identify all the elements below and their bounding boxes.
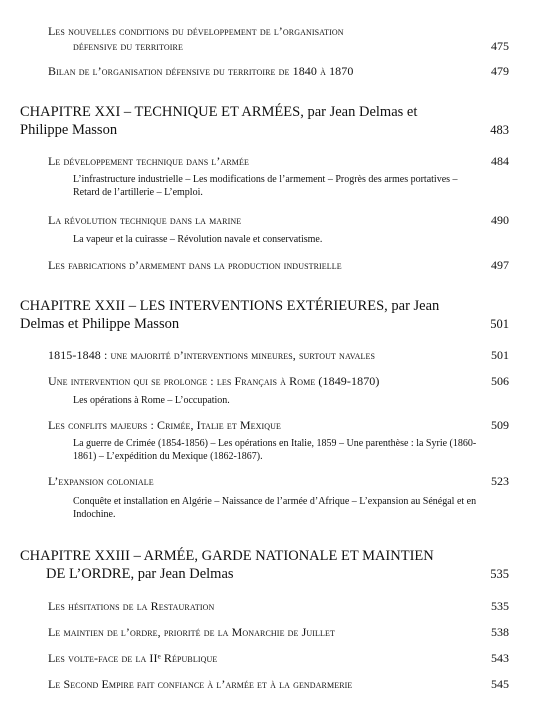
toc-entry-title: Les fabrications d’armement dans la production industrielle (48, 258, 342, 272)
toc-page-number: 484 (491, 154, 509, 168)
toc-entry-title-cont: défensive du territoire (73, 39, 183, 53)
toc-entry-title: Le développement technique dans l’armée (48, 154, 249, 168)
toc-page-number: 545 (491, 677, 509, 691)
chapter-title-cont: Delmas et Philippe Masson (20, 316, 180, 332)
toc-page-number: 523 (491, 474, 509, 488)
toc-entry-title: Bilan de l’organisation défensive du territoire de 1840 à 1870 (48, 64, 354, 78)
toc-entry-title: 1815-1848 : une majorité d’interventions mineures, surtout navales (48, 348, 376, 362)
toc-entry-title: L’expansion coloniale (48, 474, 154, 488)
toc-entry-title: Le maintien de l’ordre, priorité de la Monarchie de Juillet (48, 625, 335, 639)
chapter-title: CHAPITRE XXI – TECHNIQUE ET ARMÉES, par Jean Delmas et (20, 104, 418, 120)
toc-entry-detail: Conquête et installation en Algérie – Naissance de l’armée d’Afrique – L’expansion au Sénégal et en Indochine. (73, 496, 477, 520)
toc-entry-title: Une intervention qui se prolonge : les Français à Rome (1849-1870) (48, 374, 380, 388)
toc-entry-title: Les hésitations de la Restauration (48, 599, 215, 613)
toc-entry-detail: Les opérations à Rome – L’occupation. (73, 395, 230, 406)
toc-page-number: 538 (491, 625, 509, 639)
toc-page-number: 497 (491, 258, 509, 272)
toc-page-number: 535 (490, 567, 509, 581)
toc-page-number: 479 (491, 64, 509, 78)
toc-page-number: 506 (491, 374, 509, 388)
toc-entry-detail: La vapeur et la cuirasse – Révolution navale et conservatisme. (73, 234, 323, 245)
chapter-title: CHAPITRE XXII – LES INTERVENTIONS EXTÉRIEURES, par Jean (20, 298, 440, 314)
toc-entry-title: La révolution technique dans la marine (48, 213, 242, 227)
toc-page-number: 509 (491, 418, 509, 432)
toc-page-number: 543 (491, 651, 509, 665)
toc-entry-title: Le Second Empire fait confiance à l’armée et à la gendarmerie (48, 677, 353, 691)
toc-page-number: 501 (490, 317, 509, 331)
chapter-title: CHAPITRE XXIII – ARMÉE, GARDE NATIONALE ET MAINTIEN (20, 548, 434, 564)
toc-entry-detail: La guerre de Crimée (1854-1856) – Les opérations en Italie, 1859 – Une parenthèse : la Syrie (1860-1861) – L’expédition du Mexique (1862-1867). (73, 438, 477, 462)
toc-entry-detail: L’infrastructure industrielle – Les modifications de l’armement – Progrès des armes portatives – Retard de l’artillerie – L’emploi. (73, 174, 458, 198)
toc-page-number: 483 (490, 123, 509, 137)
toc-page-number: 535 (491, 599, 509, 613)
toc-page-number: 501 (491, 348, 509, 362)
toc-page-number: 475 (491, 39, 509, 53)
chapter-title-cont: DE L’ORDRE, par Jean Delmas (46, 566, 234, 582)
toc-entry-title: Les volte-face de la IIᵉ République (48, 651, 218, 665)
toc-page-number: 490 (491, 213, 509, 227)
chapter-title-cont: Philippe Masson (20, 122, 118, 138)
toc-entry-title: Les nouvelles conditions du développement de l’organisation (48, 24, 344, 38)
toc-entry-title: Les conflits majeurs : Crimée, Italie et Mexique (48, 418, 282, 432)
